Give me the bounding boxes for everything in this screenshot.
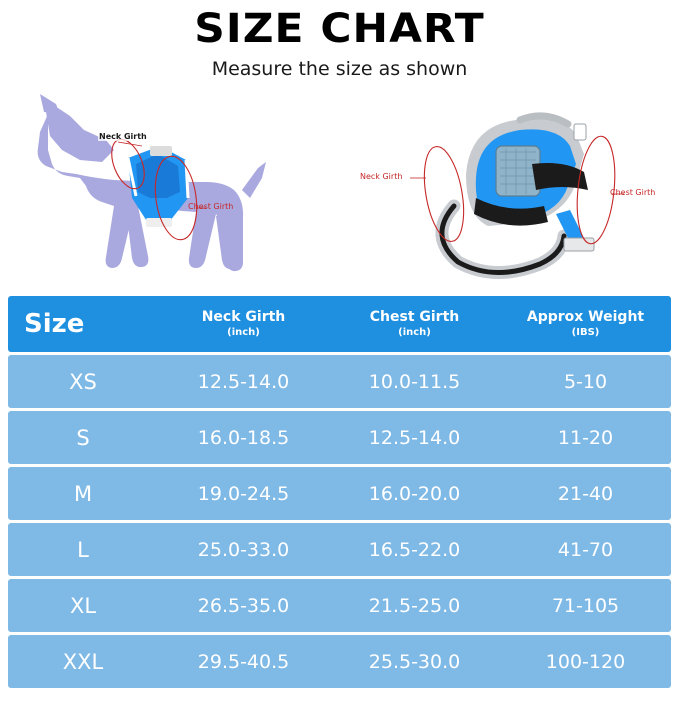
cell-chest-girth: 16.5-22.0 — [368, 538, 461, 561]
column-header-neck-girth-unit: (inch) — [227, 326, 260, 338]
cell-chest-girth: 12.5-14.0 — [368, 426, 461, 449]
cell-chest-girth: 10.0-11.5 — [368, 370, 461, 393]
right-neck-girth-label: Neck Girth — [360, 172, 403, 181]
cell-size: XXL — [62, 649, 104, 674]
cell-approx-weight: 11-20 — [557, 426, 614, 449]
cell-chest-girth: 21.5-25.0 — [368, 594, 461, 617]
column-header-neck-girth — [158, 309, 329, 339]
table-row — [8, 411, 671, 464]
cell-chest-girth: 25.5-30.0 — [368, 650, 461, 673]
column-header-neck-girth-label: Neck Girth — [201, 309, 286, 325]
cell-size: XL — [69, 593, 97, 618]
cell-chest-girth: 16.0-20.0 — [368, 482, 461, 505]
cell-size: S — [76, 425, 90, 450]
page-subtitle: Measure the size as shown — [211, 58, 468, 80]
table-row — [8, 523, 671, 576]
cell-neck-girth: 12.5-14.0 — [197, 370, 290, 393]
column-header-approx-weight-label: Approx Weight — [526, 309, 645, 325]
cell-neck-girth: 26.5-35.0 — [197, 594, 290, 617]
column-header-approx-weight — [500, 309, 671, 339]
cell-neck-girth: 16.0-18.5 — [197, 426, 290, 449]
cell-neck-girth: 29.5-40.5 — [197, 650, 290, 673]
left-chest-girth-label: Chest Girth — [188, 202, 234, 211]
dog-illustration — [10, 86, 330, 286]
cell-approx-weight: 100-120 — [545, 650, 626, 673]
cell-approx-weight: 21-40 — [557, 482, 614, 505]
harness-illustration — [348, 86, 668, 286]
harness-product-drawing — [348, 86, 668, 286]
cell-approx-weight: 71-105 — [551, 594, 620, 617]
size-table — [8, 296, 671, 691]
column-header-size: Size — [24, 309, 85, 339]
header — [0, 0, 679, 80]
table-row — [8, 579, 671, 632]
table-row — [8, 635, 671, 688]
table-header-row — [8, 296, 671, 352]
cell-neck-girth: 25.0-33.0 — [197, 538, 290, 561]
cell-size: M — [73, 481, 93, 506]
cell-approx-weight: 5-10 — [563, 370, 608, 393]
column-header-chest-girth — [329, 309, 500, 339]
table-row — [8, 467, 671, 520]
column-header-chest-girth-unit: (inch) — [398, 326, 431, 338]
cell-neck-girth: 19.0-24.5 — [197, 482, 290, 505]
column-header-chest-girth-label: Chest Girth — [369, 309, 460, 325]
table-row — [8, 355, 671, 408]
page-title: SIZE CHART — [194, 6, 485, 52]
cell-approx-weight: 41-70 — [557, 538, 614, 561]
right-chest-girth-label: Chest Girth — [610, 188, 656, 197]
dog-harness-drawing — [10, 86, 330, 286]
illustration-row — [0, 86, 679, 286]
left-neck-girth-label: Neck Girth — [99, 132, 147, 141]
column-header-approx-weight-unit: (IBS) — [571, 326, 600, 338]
cell-size: XS — [69, 369, 97, 394]
cell-size: L — [77, 537, 89, 562]
